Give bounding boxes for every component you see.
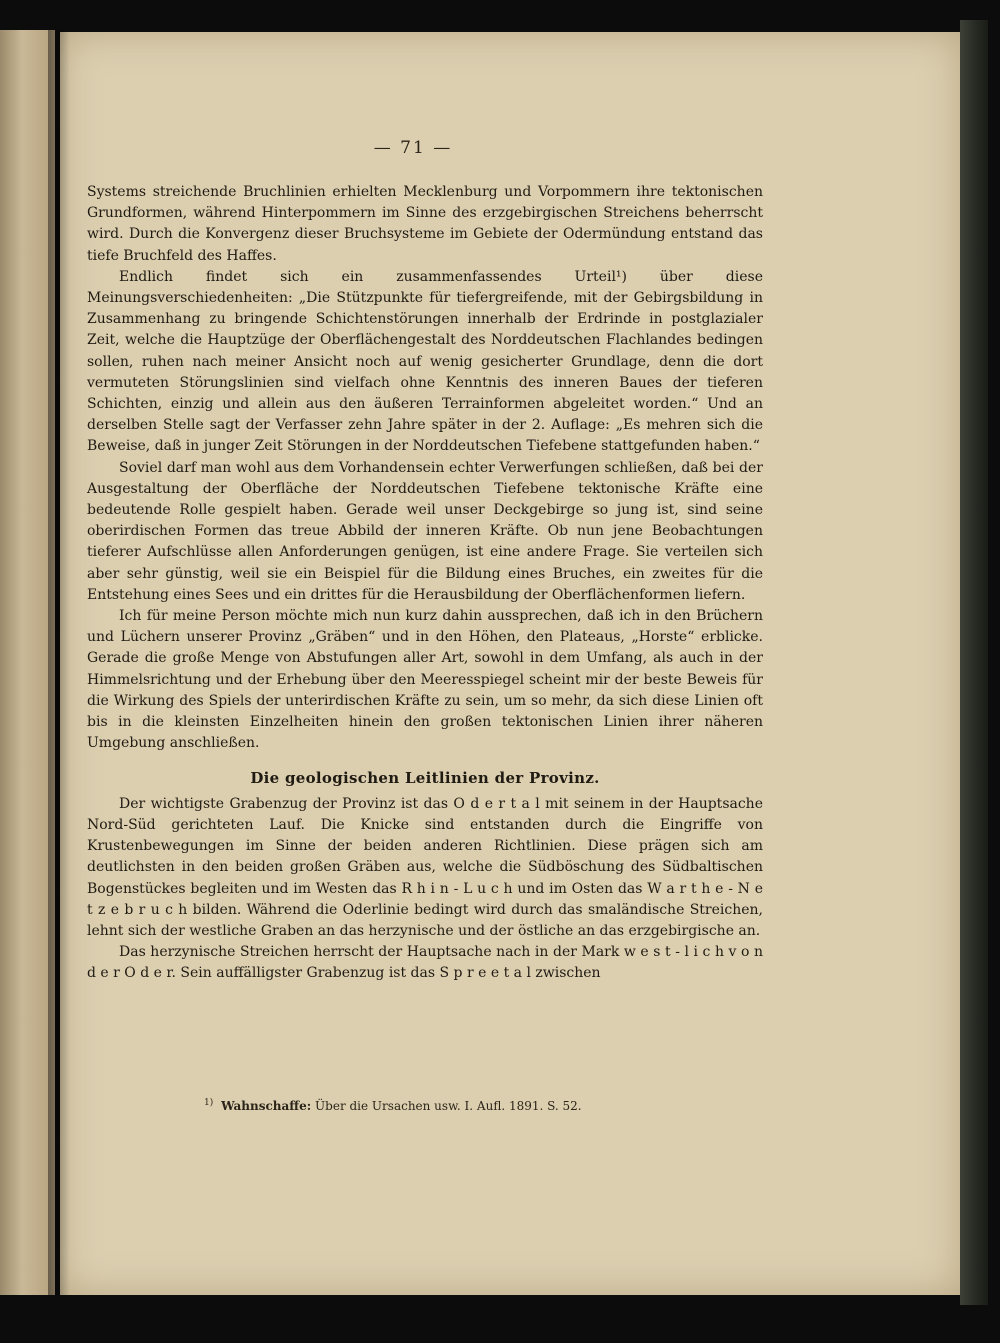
page-number: — 71 —	[373, 138, 453, 158]
paragraph: Systems streichende Bruchlinien erhielten Mecklenburg und Vorpommern ihre tektonischen Grundformen, während Hinterpommern im Sinne des erzgebirgischen Streichens beherrscht wird. Durch die Konvergenz dieser Bruchsysteme im Gebiete der Odermündung entstand das tiefe Bruchfeld des Haffes.	[87, 184, 763, 264]
body-text	[87, 182, 763, 985]
paragraph: Soviel darf man wohl aus dem Vorhandensein echter Verwerfungen schließen, daß bei der Ausgestaltung der Oberfläche der Norddeutschen Tiefebene tektonische Kräfte eine bedeutende Rolle gespielt haben. Gerade weil unser Deckgebirge so jung ist, sind seine oberirdischen Formen das treue Abbild der inneren Kräfte. Ob nun jene Beobachtungen tieferer Aufschlüsse allen Anforderungen genügen, ist eine andere Frage. Sie verteilen sich aber sehr günstig, weil sie ein Beispiel für die Bildung eines Bruches, ein zweites für die Entstehung eines Sees und ein drittes für die Herausbildung der Oberflächenformen liefern.	[87, 459, 763, 603]
footnote-text: Über die Ursachen usw. I. Aufl. 1891. S. 52.	[315, 1099, 582, 1113]
section-heading: Die geologischen Leitlinien der Provinz.	[250, 769, 600, 788]
footnote-mark: 1)	[204, 1098, 214, 1108]
paragraph: Das herzynische Streichen herrscht der Hauptsache nach in der Mark w e s t - l i c h v o n d e r O d e r. Sein auffälligster Grabenzug ist das S p r e e t a l zwischen	[87, 944, 763, 982]
previous-page-edge	[0, 30, 55, 1295]
footnote	[204, 1098, 724, 1113]
paragraph: Der wichtigste Grabenzug der Provinz ist das O d e r t a l mit seinem in der Hauptsache Nord-Süd gerichteten Lauf. Die Knicke sind entstanden durch die Eingriffe von Krustenbewegungen im Sinne der beiden anderen Richtlinien. Diese prägen sich am deutlichsten in den beiden großen Gräben aus, welche die Südböschung des Südbaltischen Bogenstückes begleiten und im Westen das R h i n - L u c h und im Osten das W a r t h e - N e t z e b r u c h bilden. Während die Oderlinie bedingt wird durch das smaländische Streichen, lehnt sich der westliche Graben an das herzynische und der östliche an das erzgebirgische an.	[87, 795, 763, 939]
paragraph: Endlich findet sich ein zusammenfassendes Urteil¹) über diese Meinungsverschiedenheiten: „Die Stützpunkte für tiefergreifende, mit der Gebirgsbildung in Zusammenhang zu bringende Schichtenstörungen innerhalb der Erdrinde in postglazialer Zeit, welche die Hauptzüge der Oberflächengestalt des Norddeutschen Flachlandes bedingen sollen, ruhen nach meiner Ansicht noch auf wenig gesicherter Grundlage, denn die dort vermuteten Störungslinien sind vielfach ohne Kenntnis des inneren Baues der tieferen Schichten, einzig und allein aus den äußeren Terrainformen abgeleitet worden.“ Und an derselben Stelle sagt der Verfasser zehn Jahre später in der 2. Auflage: „Es mehren sich die Beweise, daß in junger Zeit Störungen in der Norddeutschen Tiefebene stattgefunden haben.“	[87, 268, 763, 455]
paragraph: Ich für meine Person möchte mich nun kurz dahin aussprechen, daß ich in den Brüchern und Lüchern unserer Provinz „Gräben“ und in den Höhen, den Plateaus, „Horste“ erblicke. Gerade die große Menge von Abstufungen aller Art, sowohl in dem Umfang, als auch in der Himmelsrichtung und der Erhebung über den Meeresspiegel scheint mir der beste Beweis für die Wirkung des Spiels der unterirdischen Kräfte zu sein, um so mehr, da sich diese Linien oft bis in die kleinsten Einzelheiten hinein den großen tektonischen Linien ihrer näheren Umgebung anschließen.	[87, 608, 763, 752]
footnote-author: Wahnschaffe:	[221, 1099, 312, 1113]
binding-shadow	[48, 30, 70, 1295]
book-cover-edge	[960, 20, 988, 1305]
